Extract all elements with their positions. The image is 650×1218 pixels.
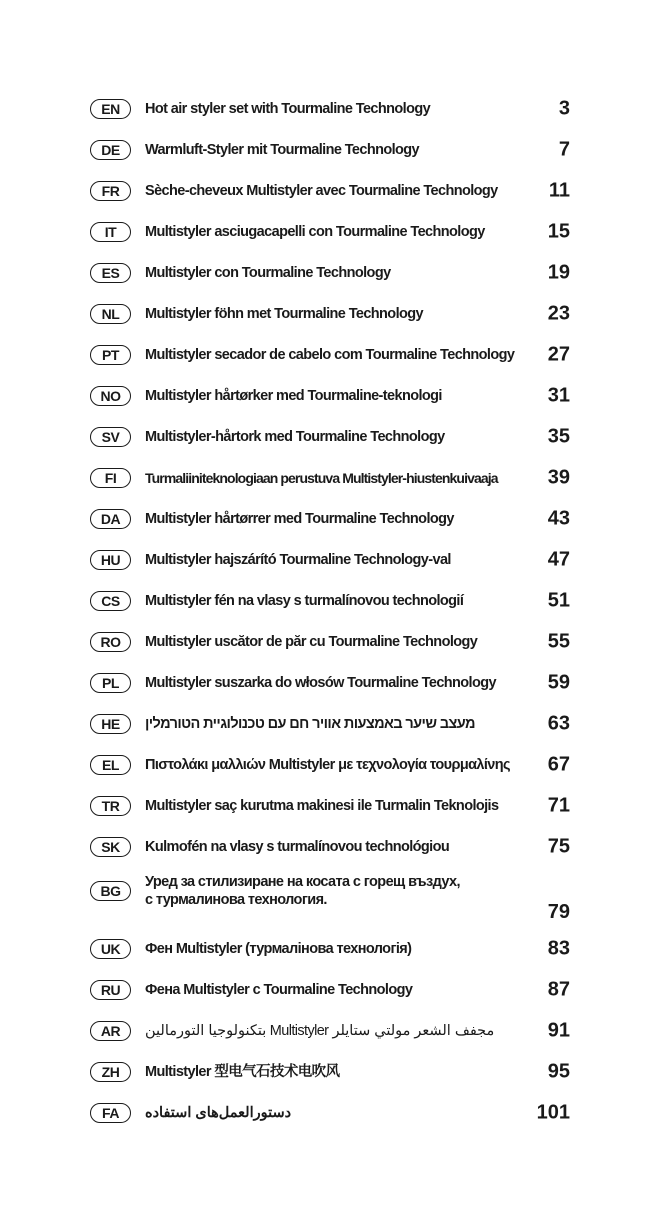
- section-title: Warmluft-Styler mit Tourmaline Technology: [145, 141, 420, 158]
- language-badge: NL: [90, 304, 131, 324]
- language-badge: FA: [90, 1103, 131, 1123]
- page-number: 47: [547, 548, 570, 570]
- toc-row-pl[interactable]: [90, 662, 570, 703]
- language-badge: AR: [90, 1021, 131, 1041]
- page-number: 39: [547, 466, 570, 488]
- language-badge: PL: [90, 673, 131, 693]
- page-number: 7: [558, 138, 570, 160]
- toc-row-fr[interactable]: [90, 170, 570, 211]
- section-title: Multistyler hajszárító Tourmaline Technology-val: [145, 551, 451, 568]
- page-number: 79: [547, 901, 570, 923]
- toc-row-nl[interactable]: [90, 293, 570, 334]
- toc-row-bg[interactable]: [90, 867, 570, 928]
- page-number: 27: [547, 343, 570, 365]
- page-number: 75: [547, 835, 570, 857]
- section-title: Multistyler hårtørrer med Tourmaline Technology: [145, 510, 454, 527]
- section-title: Multistyler secador de cabelo com Tourmaline Technology: [145, 346, 515, 363]
- page-number: 83: [547, 937, 570, 959]
- section-title: Фена Multistyler с Tourmaline Technology: [145, 981, 413, 998]
- toc-row-uk[interactable]: [90, 928, 570, 969]
- toc-row-sk[interactable]: [90, 826, 570, 867]
- section-title: دستورالعمل‌های استفاده: [145, 1104, 292, 1121]
- page-number: 35: [547, 425, 570, 447]
- language-badge: NO: [90, 386, 131, 406]
- section-title: Multistyler asciugacapelli con Tourmaline Technology: [145, 223, 485, 240]
- section-title: Multistyler suszarka do włosów Tourmaline Technology: [145, 674, 496, 691]
- page-number: 51: [547, 589, 570, 611]
- language-badge: FR: [90, 181, 131, 201]
- language-badge: CS: [90, 591, 131, 611]
- language-badge: RU: [90, 980, 131, 1000]
- page-number: 95: [547, 1060, 570, 1082]
- language-badge: HE: [90, 714, 131, 734]
- toc-row-ru[interactable]: [90, 969, 570, 1010]
- section-title: Kulmofén na vlasy s turmalínovou technológiou: [145, 838, 450, 855]
- page-number: 11: [548, 179, 570, 201]
- toc-row-en[interactable]: [90, 88, 570, 129]
- toc-row-it[interactable]: [90, 211, 570, 252]
- language-badge: ES: [90, 263, 131, 283]
- toc-row-sv[interactable]: [90, 416, 570, 457]
- toc-row-el[interactable]: [90, 744, 570, 785]
- language-badge: DE: [90, 140, 131, 160]
- toc-row-zh[interactable]: [90, 1051, 570, 1092]
- page-number: 3: [558, 97, 570, 119]
- language-badge: BG: [90, 881, 131, 901]
- page-number: 15: [547, 220, 570, 242]
- language-badge: SV: [90, 427, 131, 447]
- toc-row-no[interactable]: [90, 375, 570, 416]
- page-number: 87: [547, 978, 570, 1000]
- section-title: Multistyler föhn met Tourmaline Technology: [145, 305, 423, 322]
- language-badge: EL: [90, 755, 131, 775]
- language-badge: DA: [90, 509, 131, 529]
- language-badge: ZH: [90, 1062, 131, 1082]
- section-title: مجفف الشعر مولتي ستايلر Multistyler بتكنولوجيا التورمالين: [145, 1022, 495, 1039]
- language-badge: RO: [90, 632, 131, 652]
- page-number: 19: [547, 261, 570, 283]
- toc-row-fi[interactable]: [90, 457, 570, 498]
- toc-row-he[interactable]: [90, 703, 570, 744]
- section-title: Multistyler fén na vlasy s turmalínovou technologií: [145, 592, 464, 609]
- toc-row-tr[interactable]: [90, 785, 570, 826]
- toc-row-de[interactable]: [90, 129, 570, 170]
- toc-row-es[interactable]: [90, 252, 570, 293]
- section-title: מעצב שיער באמצעות אוויר חם עם טכנולוגיית הטורמלין: [145, 715, 475, 732]
- page-number: 31: [547, 384, 570, 406]
- section-title: Уред за стилизиране на косата с горещ въздух, с турмалинова технология.: [145, 874, 460, 908]
- page-number: 63: [547, 712, 570, 734]
- toc-row-hu[interactable]: [90, 539, 570, 580]
- section-title: Multistyler uscător de păr cu Tourmaline Technology: [145, 633, 478, 650]
- language-badge: SK: [90, 837, 131, 857]
- language-badge: EN: [90, 99, 131, 119]
- section-title: Multistyler-hårtork med Tourmaline Technology: [145, 428, 445, 445]
- table-of-contents: [90, 88, 570, 1133]
- page-number: 71: [547, 794, 570, 816]
- language-badge: PT: [90, 345, 131, 365]
- language-badge: UK: [90, 939, 131, 959]
- language-badge: TR: [90, 796, 131, 816]
- page-number: 55: [547, 630, 570, 652]
- toc-row-da[interactable]: [90, 498, 570, 539]
- section-title: Multistyler 型电气石技术电吹风: [145, 1063, 340, 1080]
- page-number: 101: [536, 1101, 570, 1123]
- section-title: Sèche-cheveux Multistyler avec Tourmaline Technology: [145, 182, 498, 199]
- toc-row-cs[interactable]: [90, 580, 570, 621]
- toc-row-fa[interactable]: [90, 1092, 570, 1133]
- section-title: Фен Multistyler (турмалінова технологія): [145, 940, 412, 957]
- section-title: Πιστολάκι μαλλιών Multistyler με τεχνολογία τουρμαλίνης: [145, 756, 510, 773]
- page-number: 59: [547, 671, 570, 693]
- page-number: 23: [547, 302, 570, 324]
- page-number: 43: [547, 507, 570, 529]
- page-number: 91: [547, 1019, 570, 1041]
- section-title: Multistyler hårtørker med Tourmaline-teknologi: [145, 387, 442, 404]
- toc-row-ar[interactable]: [90, 1010, 570, 1051]
- toc-row-ro[interactable]: [90, 621, 570, 662]
- page-number: 67: [547, 753, 570, 775]
- language-badge: HU: [90, 550, 131, 570]
- language-badge: FI: [90, 468, 131, 488]
- section-title: Multistyler saç kurutma makinesi ile Turmalin Teknolojis: [145, 797, 499, 814]
- toc-row-pt[interactable]: [90, 334, 570, 375]
- language-badge: IT: [90, 222, 131, 242]
- section-title: Turmaliiniteknologiaan perustuva Multistyler-hiustenkuivaaja: [145, 469, 498, 486]
- section-title: Hot air styler set with Tourmaline Technology: [145, 100, 431, 117]
- section-title: Multistyler con Tourmaline Technology: [145, 264, 391, 281]
